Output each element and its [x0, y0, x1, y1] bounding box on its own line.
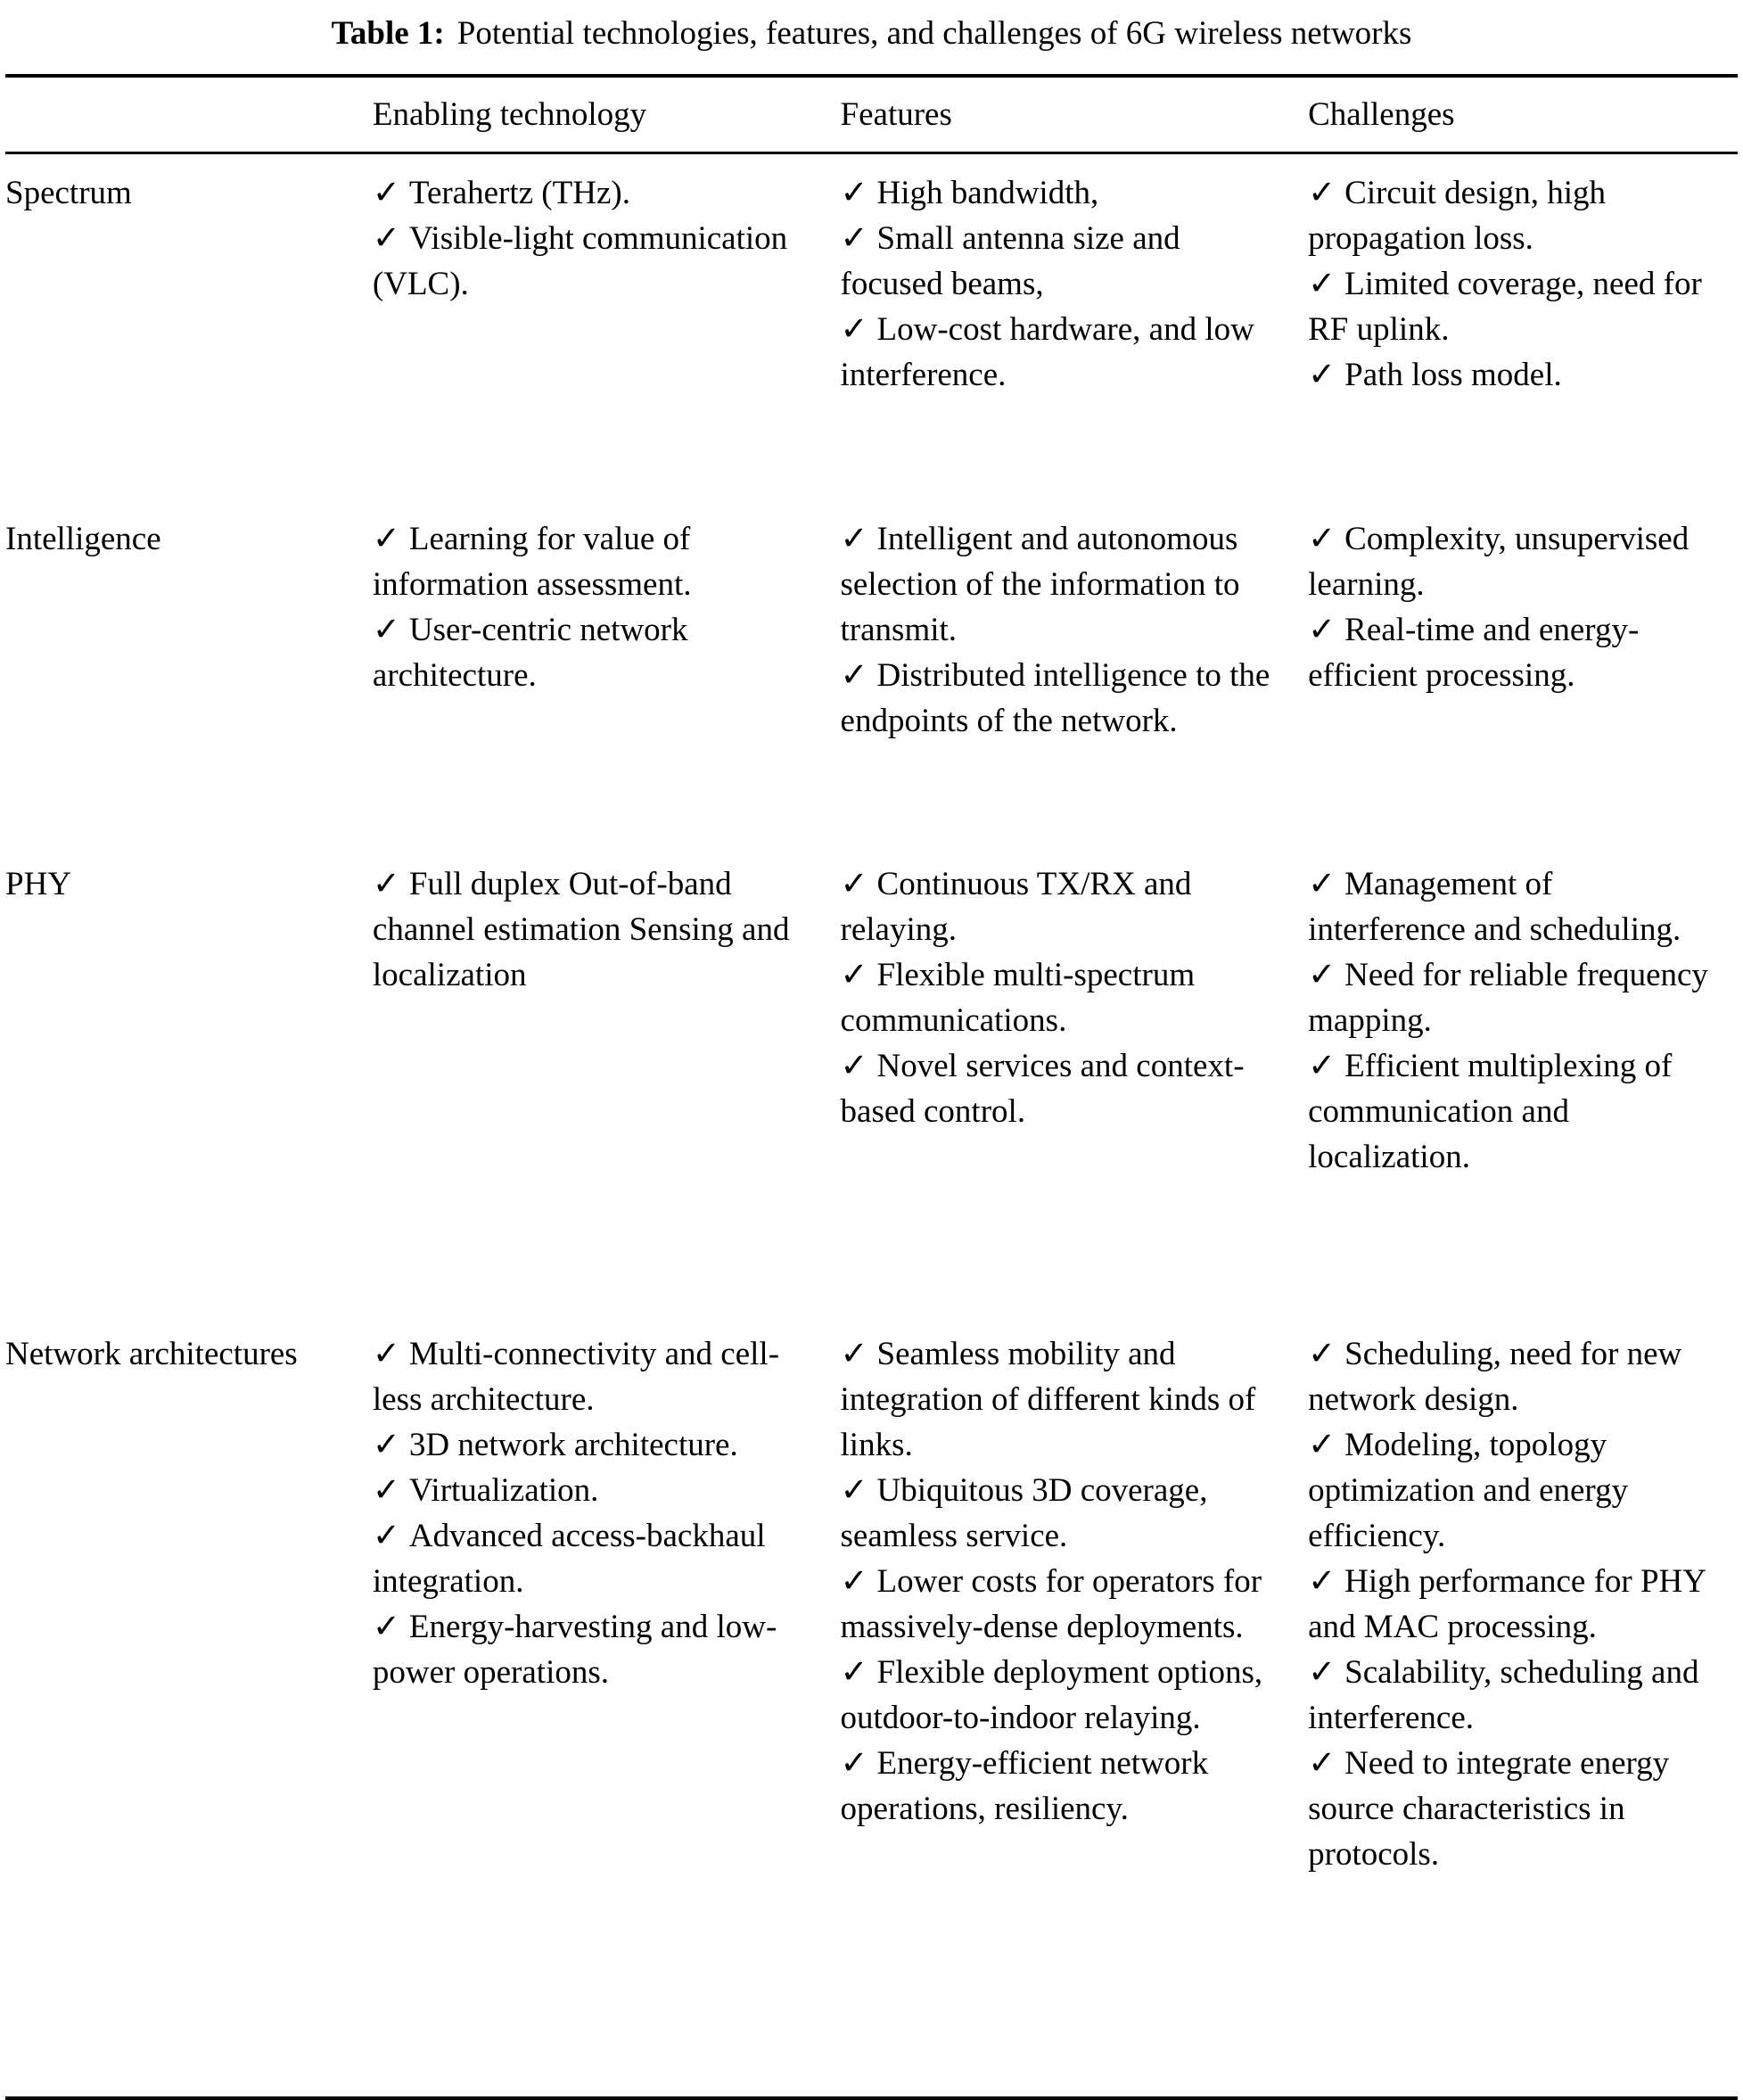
header-empty-cell [5, 76, 373, 153]
header-features: Features [841, 76, 1309, 153]
checklist-item-text: Efficient multiplexing of communication and localization. [1308, 1048, 1673, 1176]
checklist-item [841, 516, 1282, 653]
checklist-item [1308, 1559, 1711, 1650]
header-enabling-technology: Enabling technology [373, 76, 841, 153]
checklist-item-text: Low-cost hardware, and low interference. [840, 311, 1254, 394]
checklist-item-text: Novel services and context-based control. [840, 1048, 1245, 1131]
checklist-item [1308, 1331, 1711, 1422]
checkmark-icon: ✓ [1308, 957, 1336, 994]
checklist-item [841, 1043, 1282, 1134]
checkmark-icon: ✓ [840, 1471, 868, 1509]
cell-enabling-technology [373, 845, 841, 1315]
cell-challenges [1308, 500, 1738, 845]
checklist-item [373, 1468, 814, 1513]
checkmark-icon: ✓ [1308, 611, 1336, 648]
checklist-item [373, 861, 814, 998]
checklist-item [841, 1650, 1282, 1741]
checkmark-icon: ✓ [1308, 1048, 1336, 1085]
checklist-item [373, 1604, 814, 1695]
checklist-item-text: Scheduling, need for new network design. [1308, 1335, 1682, 1418]
table-row [5, 845, 1738, 1315]
checkmark-icon: ✓ [372, 865, 400, 902]
cell-challenges [1308, 845, 1738, 1315]
checkmark-icon: ✓ [840, 957, 868, 994]
checklist-item-text: Complexity, unsupervised learning. [1308, 520, 1690, 603]
checklist-item-text: Learning for value of information assessment. [372, 520, 692, 603]
table-row [5, 1315, 1738, 2098]
checkmark-icon: ✓ [372, 1471, 400, 1509]
checklist-item [373, 170, 814, 216]
checkmark-icon: ✓ [840, 1335, 868, 1372]
checklist-item [1308, 1422, 1711, 1559]
checkmark-icon: ✓ [1308, 357, 1336, 394]
table-body [5, 153, 1738, 2098]
checkmark-icon: ✓ [372, 1517, 400, 1554]
checklist-item-text: Small antenna size and focused beams, [840, 220, 1180, 303]
table-row [5, 153, 1738, 500]
checkmark-icon: ✓ [372, 220, 400, 258]
checklist-item [841, 307, 1282, 398]
checklist-item [841, 952, 1282, 1043]
checklist-item-text: Management of interference and scheduling. [1308, 865, 1681, 948]
checklist-item [1308, 516, 1711, 607]
checklist-item [841, 1559, 1282, 1650]
checkmark-icon: ✓ [1308, 266, 1336, 303]
checklist-item-text: Need to integrate energy source characteristics in protocols. [1308, 1745, 1670, 1874]
checklist-item-text: Distributed intelligence to the endpoints of the network. [840, 656, 1270, 739]
checkmark-icon: ✓ [372, 520, 400, 557]
checklist-item [841, 653, 1282, 744]
checklist-item-text: Need for reliable frequency mapping. [1308, 957, 1708, 1040]
checkmark-icon: ✓ [1308, 1745, 1336, 1783]
checklist-item-text: Energy-harvesting and low-power operations. [372, 1608, 777, 1691]
checklist-item-text: Ubiquitous 3D coverage, seamless service. [840, 1471, 1208, 1554]
checklist-item [1308, 261, 1711, 352]
checkmark-icon: ✓ [840, 1745, 868, 1783]
checklist-item-text: Flexible deployment options, outdoor-to-indoor relaying. [840, 1653, 1263, 1737]
cell-features [841, 845, 1309, 1315]
checkmark-icon: ✓ [840, 1653, 868, 1691]
checkmark-icon: ✓ [1308, 1653, 1336, 1691]
checklist-item [1308, 352, 1711, 398]
checkmark-icon: ✓ [372, 1608, 400, 1645]
row-category-label: Network architectures [5, 1335, 298, 1372]
row-category-label: Spectrum [5, 175, 132, 212]
checkmark-icon: ✓ [1308, 865, 1336, 902]
table-caption-label: Table 1: [331, 15, 445, 52]
checklist-item [1308, 1043, 1711, 1180]
row-category-label: Intelligence [5, 520, 161, 557]
checkmark-icon: ✓ [1308, 520, 1336, 557]
cell-challenges [1308, 153, 1738, 500]
cell-enabling-technology [373, 1315, 841, 2098]
cell-features [841, 153, 1309, 500]
cell-enabling-technology [373, 153, 841, 500]
cell-features [841, 500, 1309, 845]
cell-features [841, 1315, 1309, 2098]
header-row [5, 76, 1738, 153]
checklist-item-text: High bandwidth, [876, 175, 1099, 212]
checkmark-icon: ✓ [840, 311, 868, 349]
checklist-item-text: Multi-connectivity and cell-less architecture. [372, 1335, 780, 1418]
checklist-item [1308, 861, 1711, 952]
checklist-item-text: Intelligent and autonomous selection of the information to transmit. [840, 520, 1240, 648]
checklist-item-text: Flexible multi-spectrum communications. [840, 957, 1196, 1040]
checkmark-icon: ✓ [840, 656, 868, 694]
checkmark-icon: ✓ [840, 220, 868, 258]
table-caption-text: Potential technologies, features, and challenges of 6G wireless networks [456, 15, 1412, 52]
checklist-item-text: Virtualization. [408, 1471, 599, 1509]
checklist-item-text: Lower costs for operators for massively-dense deployments. [840, 1562, 1262, 1645]
checklist-item [373, 1422, 814, 1468]
checklist-item [1308, 952, 1711, 1043]
checklist-item-text: Modeling, topology optimization and energy efficiency. [1308, 1426, 1629, 1554]
checklist-item [841, 861, 1282, 952]
header-challenges: Challenges [1308, 76, 1738, 153]
checkmark-icon: ✓ [1308, 175, 1336, 212]
checklist-item [1308, 170, 1711, 261]
checklist-item-text: Limited coverage, need for RF uplink. [1308, 266, 1702, 349]
checklist-item-text: Seamless mobility and integration of different kinds of links. [840, 1335, 1256, 1463]
checklist-item-text: User-centric network architecture. [372, 611, 688, 694]
table-header [5, 76, 1738, 153]
checkmark-icon: ✓ [372, 1426, 400, 1463]
checkmark-icon: ✓ [840, 1048, 868, 1085]
checklist-item [841, 1741, 1282, 1832]
checklist-item-text: Path loss model. [1344, 357, 1562, 394]
table-row [5, 500, 1738, 845]
checklist-item-text: Scalability, scheduling and interference. [1308, 1653, 1699, 1737]
row-category-label: PHY [5, 865, 72, 902]
checklist-item-text: Full duplex Out-of-band channel estimation Sensing and localization [372, 865, 790, 994]
cell-enabling-technology [373, 500, 841, 845]
checklist-item-text: Real-time and energy-efficient processing. [1308, 611, 1640, 694]
checklist-item-text: 3D network architecture. [408, 1426, 738, 1463]
table [5, 74, 1738, 2100]
checkmark-icon: ✓ [840, 175, 868, 212]
checklist-item [373, 516, 814, 607]
checklist-item [373, 1331, 814, 1422]
checklist-item [1308, 607, 1711, 698]
checklist-item [373, 1513, 814, 1604]
checklist-item-text: Energy-efficient network operations, resiliency. [840, 1745, 1209, 1828]
checkmark-icon: ✓ [1308, 1426, 1336, 1463]
checklist-item-text: Visible-light communication (VLC). [372, 220, 788, 303]
checklist-item-text: Continuous TX/RX and relaying. [840, 865, 1192, 948]
cell-challenges [1308, 1315, 1738, 2098]
checkmark-icon: ✓ [840, 1562, 868, 1600]
checkmark-icon: ✓ [1308, 1562, 1336, 1600]
checklist-item [841, 1468, 1282, 1559]
checklist-item-text: Circuit design, high propagation loss. [1308, 175, 1607, 258]
checklist-item [373, 607, 814, 698]
checkmark-icon: ✓ [372, 611, 400, 648]
table-caption [5, 11, 1738, 56]
checkmark-icon: ✓ [840, 520, 868, 557]
checklist-item [841, 1331, 1282, 1468]
checklist-item [841, 216, 1282, 307]
checklist-item [1308, 1650, 1711, 1741]
checklist-item [373, 216, 814, 307]
checkmark-icon: ✓ [1308, 1335, 1336, 1372]
checkmark-icon: ✓ [372, 1335, 400, 1372]
checklist-item-text: Terahertz (THz). [408, 175, 630, 212]
checklist-item [1308, 1741, 1711, 1877]
checkmark-icon: ✓ [372, 175, 400, 212]
checklist-item-text: Advanced access-backhaul integration. [372, 1517, 766, 1600]
checklist-item [841, 170, 1282, 216]
checkmark-icon: ✓ [840, 865, 868, 902]
checklist-item-text: High performance for PHY and MAC processing. [1308, 1562, 1706, 1645]
